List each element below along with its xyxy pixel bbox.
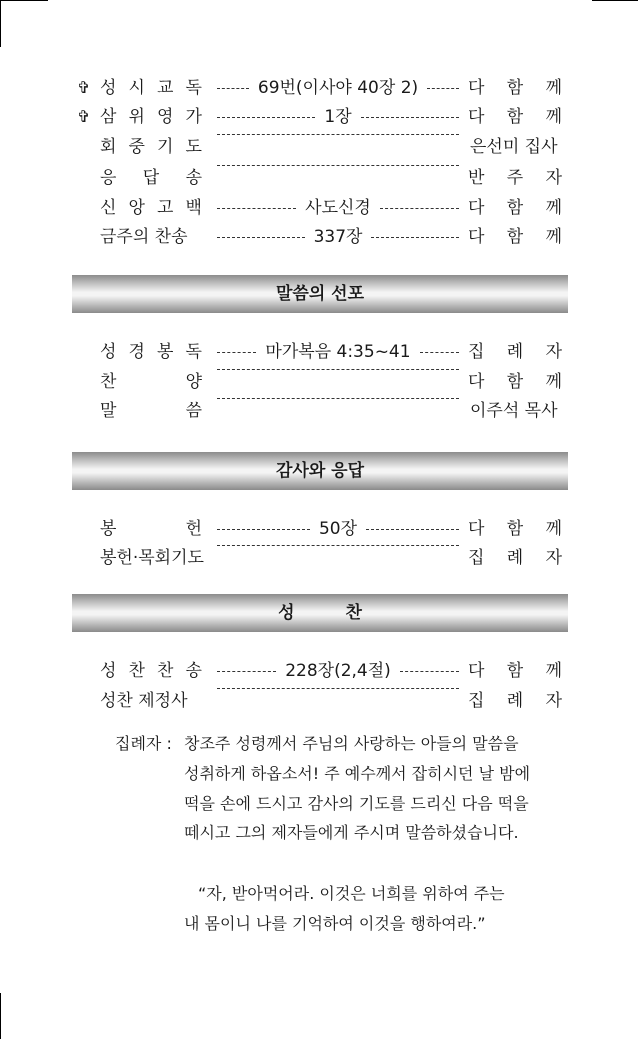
order-label: 말 씀 xyxy=(100,401,202,421)
crop-mark xyxy=(0,993,1,1039)
crop-mark xyxy=(592,0,638,1)
order-row xyxy=(0,369,638,395)
order-respondent: 다 함 께 xyxy=(468,227,562,247)
order-respondent: 다 함 께 xyxy=(468,107,562,127)
order-detail: 228장(2,4절) xyxy=(214,658,462,684)
order-detail: 마가복음 4:35~41 xyxy=(214,339,462,365)
order-detail xyxy=(214,688,462,689)
order-label: 응 답 송 xyxy=(100,168,202,188)
order-row xyxy=(0,104,638,130)
order-row xyxy=(0,688,638,714)
order-detail: 사도신경 xyxy=(214,195,462,221)
order-detail: 337장 xyxy=(214,224,462,250)
order-detail: 1장 xyxy=(214,104,462,130)
quote-line: “자, 받아먹어라. 이것은 너희를 위하여 주는 xyxy=(198,884,505,903)
order-respondent: 다 함 께 xyxy=(468,198,562,218)
order-label: 봉 헌 xyxy=(100,519,202,539)
crop-mark xyxy=(0,0,1,47)
order-row xyxy=(0,658,638,684)
order-respondent: 집 례 자 xyxy=(468,548,562,568)
section-banner-response: 감사와 응답 xyxy=(72,452,568,490)
order-label: 금주의 찬송 xyxy=(100,227,188,247)
banner-title: 성 찬 xyxy=(278,603,362,623)
order-row xyxy=(0,134,638,160)
institution-line: 성취하게 하옵소서! 주 예수께서 잡히시던 날 밤에 xyxy=(184,764,531,783)
order-respondent: 이주석 목사 xyxy=(470,401,558,421)
order-detail: 50장 xyxy=(214,516,462,542)
order-respondent: 반 주 자 xyxy=(468,168,562,188)
order-respondent: 은선미 집사 xyxy=(470,137,558,157)
speaker-label: 집례자 : xyxy=(115,734,172,753)
institution-line: 떡을 손에 드시고 감사의 기도를 드리신 다음 떡을 xyxy=(184,794,529,813)
order-label: 성찬 제정사 xyxy=(100,691,188,711)
order-row xyxy=(0,224,638,250)
order-row xyxy=(0,339,638,365)
order-respondent: 집 례 자 xyxy=(468,342,562,362)
order-row xyxy=(0,195,638,221)
order-label: 성 경 봉 독 xyxy=(100,342,202,362)
crop-mark xyxy=(0,0,48,1)
order-respondent: 다 함 께 xyxy=(468,78,562,98)
order-label: 봉헌·목회기도 xyxy=(100,548,204,568)
order-label: 신 앙 고 백 xyxy=(100,198,202,218)
order-row xyxy=(0,398,638,424)
order-row xyxy=(0,75,638,101)
order-label: 찬 양 xyxy=(100,372,202,392)
order-row xyxy=(0,545,638,571)
quote-line: 내 몸이니 나를 기억하여 이것을 행하여라.” xyxy=(184,914,486,933)
order-detail xyxy=(214,134,462,135)
section-banner-communion xyxy=(72,594,568,632)
order-detail xyxy=(214,398,462,399)
order-respondent: 다 함 께 xyxy=(468,519,562,539)
order-detail: 69번(이사야 40장 2) xyxy=(214,75,462,101)
cross-icon: ✞ xyxy=(77,107,91,126)
order-label: 성 시 교 독 xyxy=(100,78,202,98)
cross-icon: ✞ xyxy=(77,78,91,97)
order-detail xyxy=(214,165,462,166)
order-respondent: 다 함 께 xyxy=(468,372,562,392)
order-label: 삼 위 영 가 xyxy=(100,107,202,127)
order-respondent: 다 함 께 xyxy=(468,661,562,681)
order-row xyxy=(0,165,638,191)
order-row xyxy=(0,516,638,542)
order-label: 회 중 기 도 xyxy=(100,137,202,157)
institution-line: 떼시고 그의 제자들에게 주시며 말씀하셨습니다. xyxy=(184,823,519,842)
order-label: 성 찬 찬 송 xyxy=(100,661,202,681)
section-banner-word: 말씀의 선포 xyxy=(72,275,568,313)
institution-line: 창조주 성령께서 주님의 사랑하는 아들의 말씀을 xyxy=(184,734,519,753)
order-detail xyxy=(214,545,462,546)
order-respondent: 집 례 자 xyxy=(468,691,562,711)
order-detail xyxy=(214,369,462,370)
